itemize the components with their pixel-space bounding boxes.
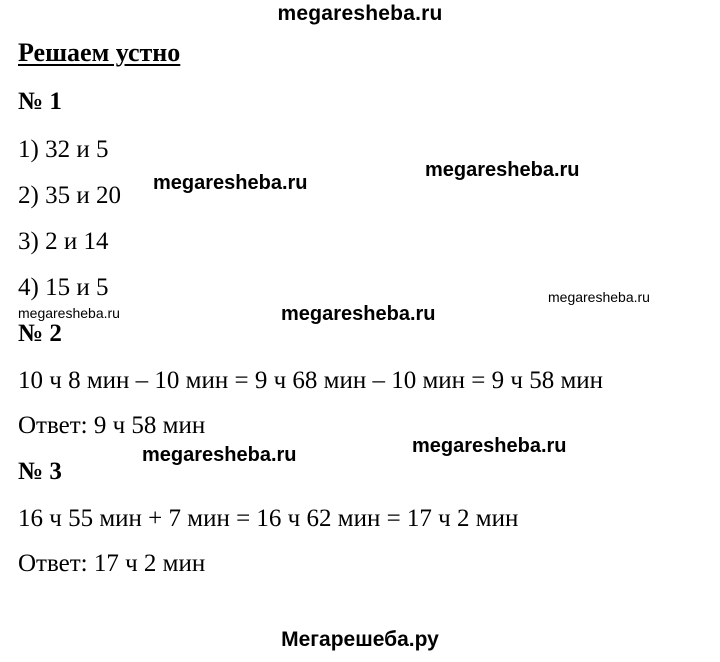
problem-1-line-4: 4) 15 и 5 <box>18 274 109 301</box>
problem-1-heading: № 1 <box>18 88 62 115</box>
problem-3-heading: № 3 <box>18 458 62 485</box>
header-brand[interactable]: megaresheba.ru <box>277 2 443 25</box>
watermark: megaresheba.ru <box>18 305 120 321</box>
problem-2-line-2: Ответ: 9 ч 58 мин <box>18 412 206 439</box>
problem-1-line-1: 1) 32 и 5 <box>18 136 109 163</box>
watermark: megaresheba.ru <box>412 435 567 457</box>
watermark: megaresheba.ru <box>425 159 580 181</box>
section-title: Решаем устно <box>18 38 181 67</box>
problem-3-line-1: 16 ч 55 мин + 7 мин = 16 ч 62 мин = 17 ч 2 мин <box>18 505 519 532</box>
watermark: megaresheba.ru <box>142 444 297 466</box>
problem-2-line-1: 10 ч 8 мин – 10 мин = 9 ч 68 мин – 10 мин = 9 ч 58 мин <box>18 367 604 394</box>
problem-1-line-3: 3) 2 и 14 <box>18 228 109 255</box>
footer-brand[interactable]: Мегарешеба.ру <box>281 628 439 651</box>
problem-2-heading: № 2 <box>18 320 62 347</box>
problem-1-line-2: 2) 35 и 20 <box>18 182 121 209</box>
watermark: megaresheba.ru <box>153 172 308 194</box>
watermark: megaresheba.ru <box>548 289 650 305</box>
watermark: megaresheba.ru <box>281 303 436 325</box>
problem-3-line-2: Ответ: 17 ч 2 мин <box>18 550 206 577</box>
